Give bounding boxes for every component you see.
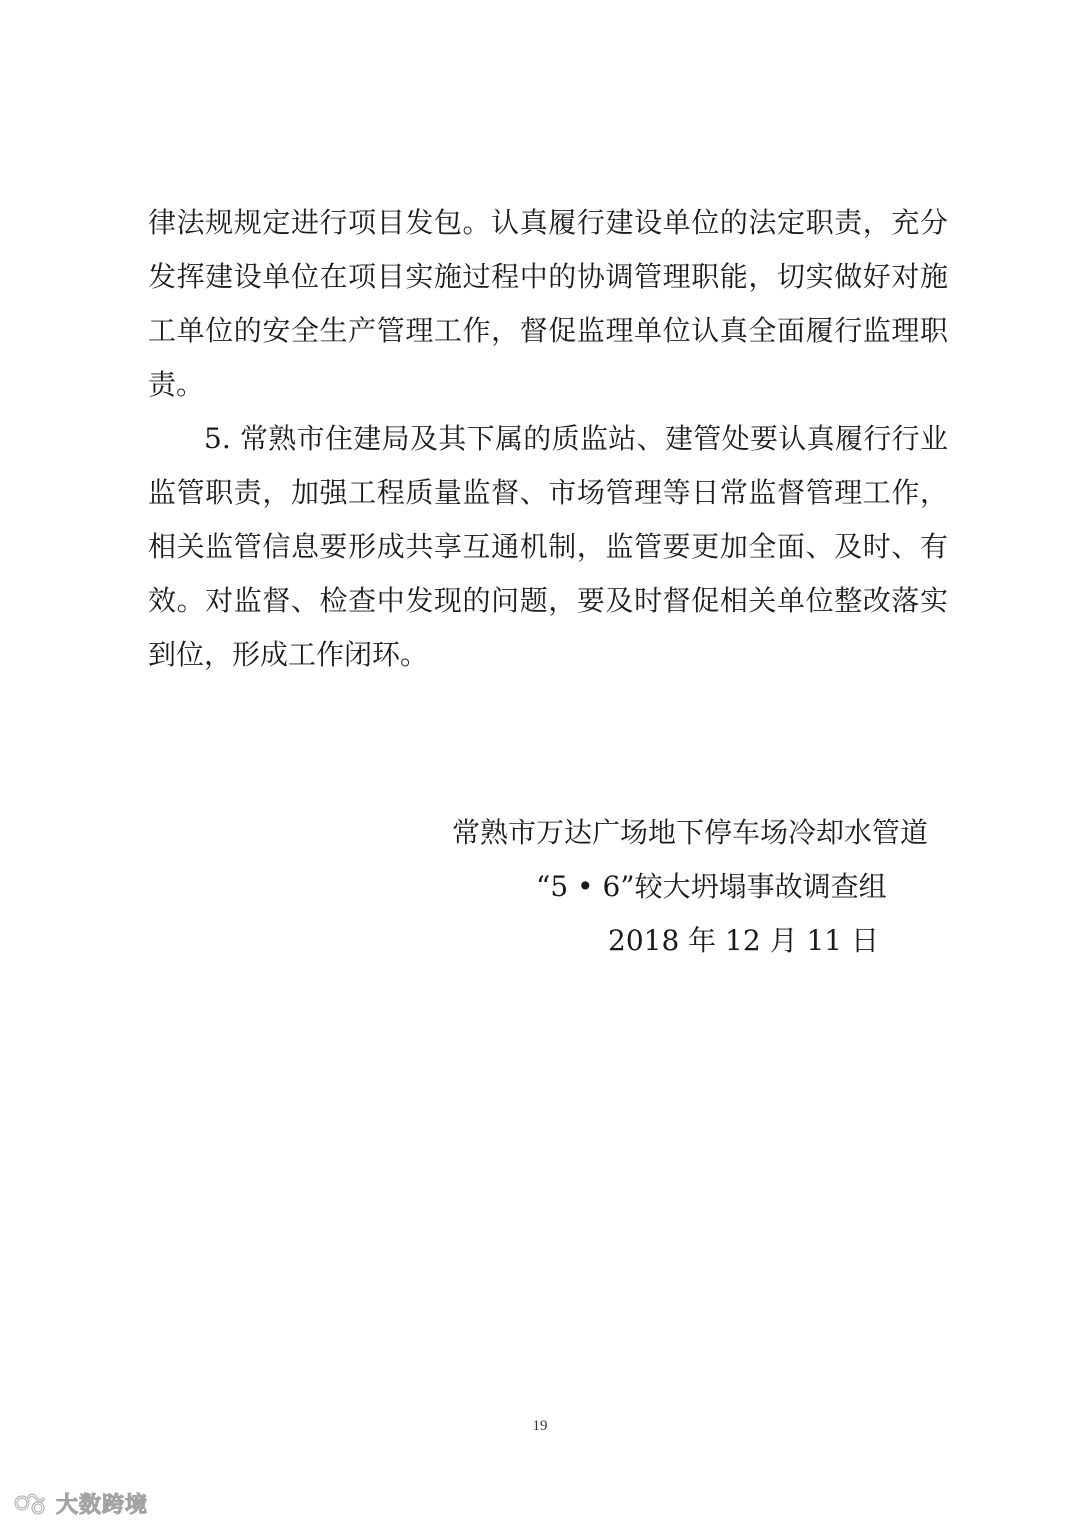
page-number: 19 [532,1418,548,1434]
paragraph-line: 责。 [148,368,205,401]
paragraph-line: 律法规规定进行项目发包。认真履行建设单位的法定职责，充分 [148,206,948,239]
paragraph-line: 相关监管信息要形成共享互通机制，监管要更加全面、及时、有 [148,530,948,563]
signature-group-name: “5 • 6”较大坍塌事故调查组 [536,870,887,903]
paragraph-line: 5. 常熟市住建局及其下属的质监站、建管处要认真履行行业 [204,422,948,455]
paragraph-line: 到位，形成工作闭环。 [148,638,429,671]
paragraph-line: 监管职责，加强工程质量监督、市场管理等日常监督管理工作， [148,476,948,509]
signature-organization: 常熟市万达广场地下停车场冷却水管道 [452,816,929,849]
watermark [14,1488,148,1518]
paragraph-line: 发挥建设单位在项目实施过程中的协调管理职能，切实做好对施 [148,260,948,293]
signature-date: 2018 年 12 月 11 日 [608,924,880,957]
paragraph-line: 工单位的安全生产管理工作，督促监理单位认真全面履行监理职 [148,314,948,347]
watermark-text: 大数跨境 [56,1492,149,1518]
paragraph-line: 效。对监督、检查中发现的问题，要及时督促相关单位整改落实 [148,584,948,617]
brand-logo-icon [14,1489,50,1517]
